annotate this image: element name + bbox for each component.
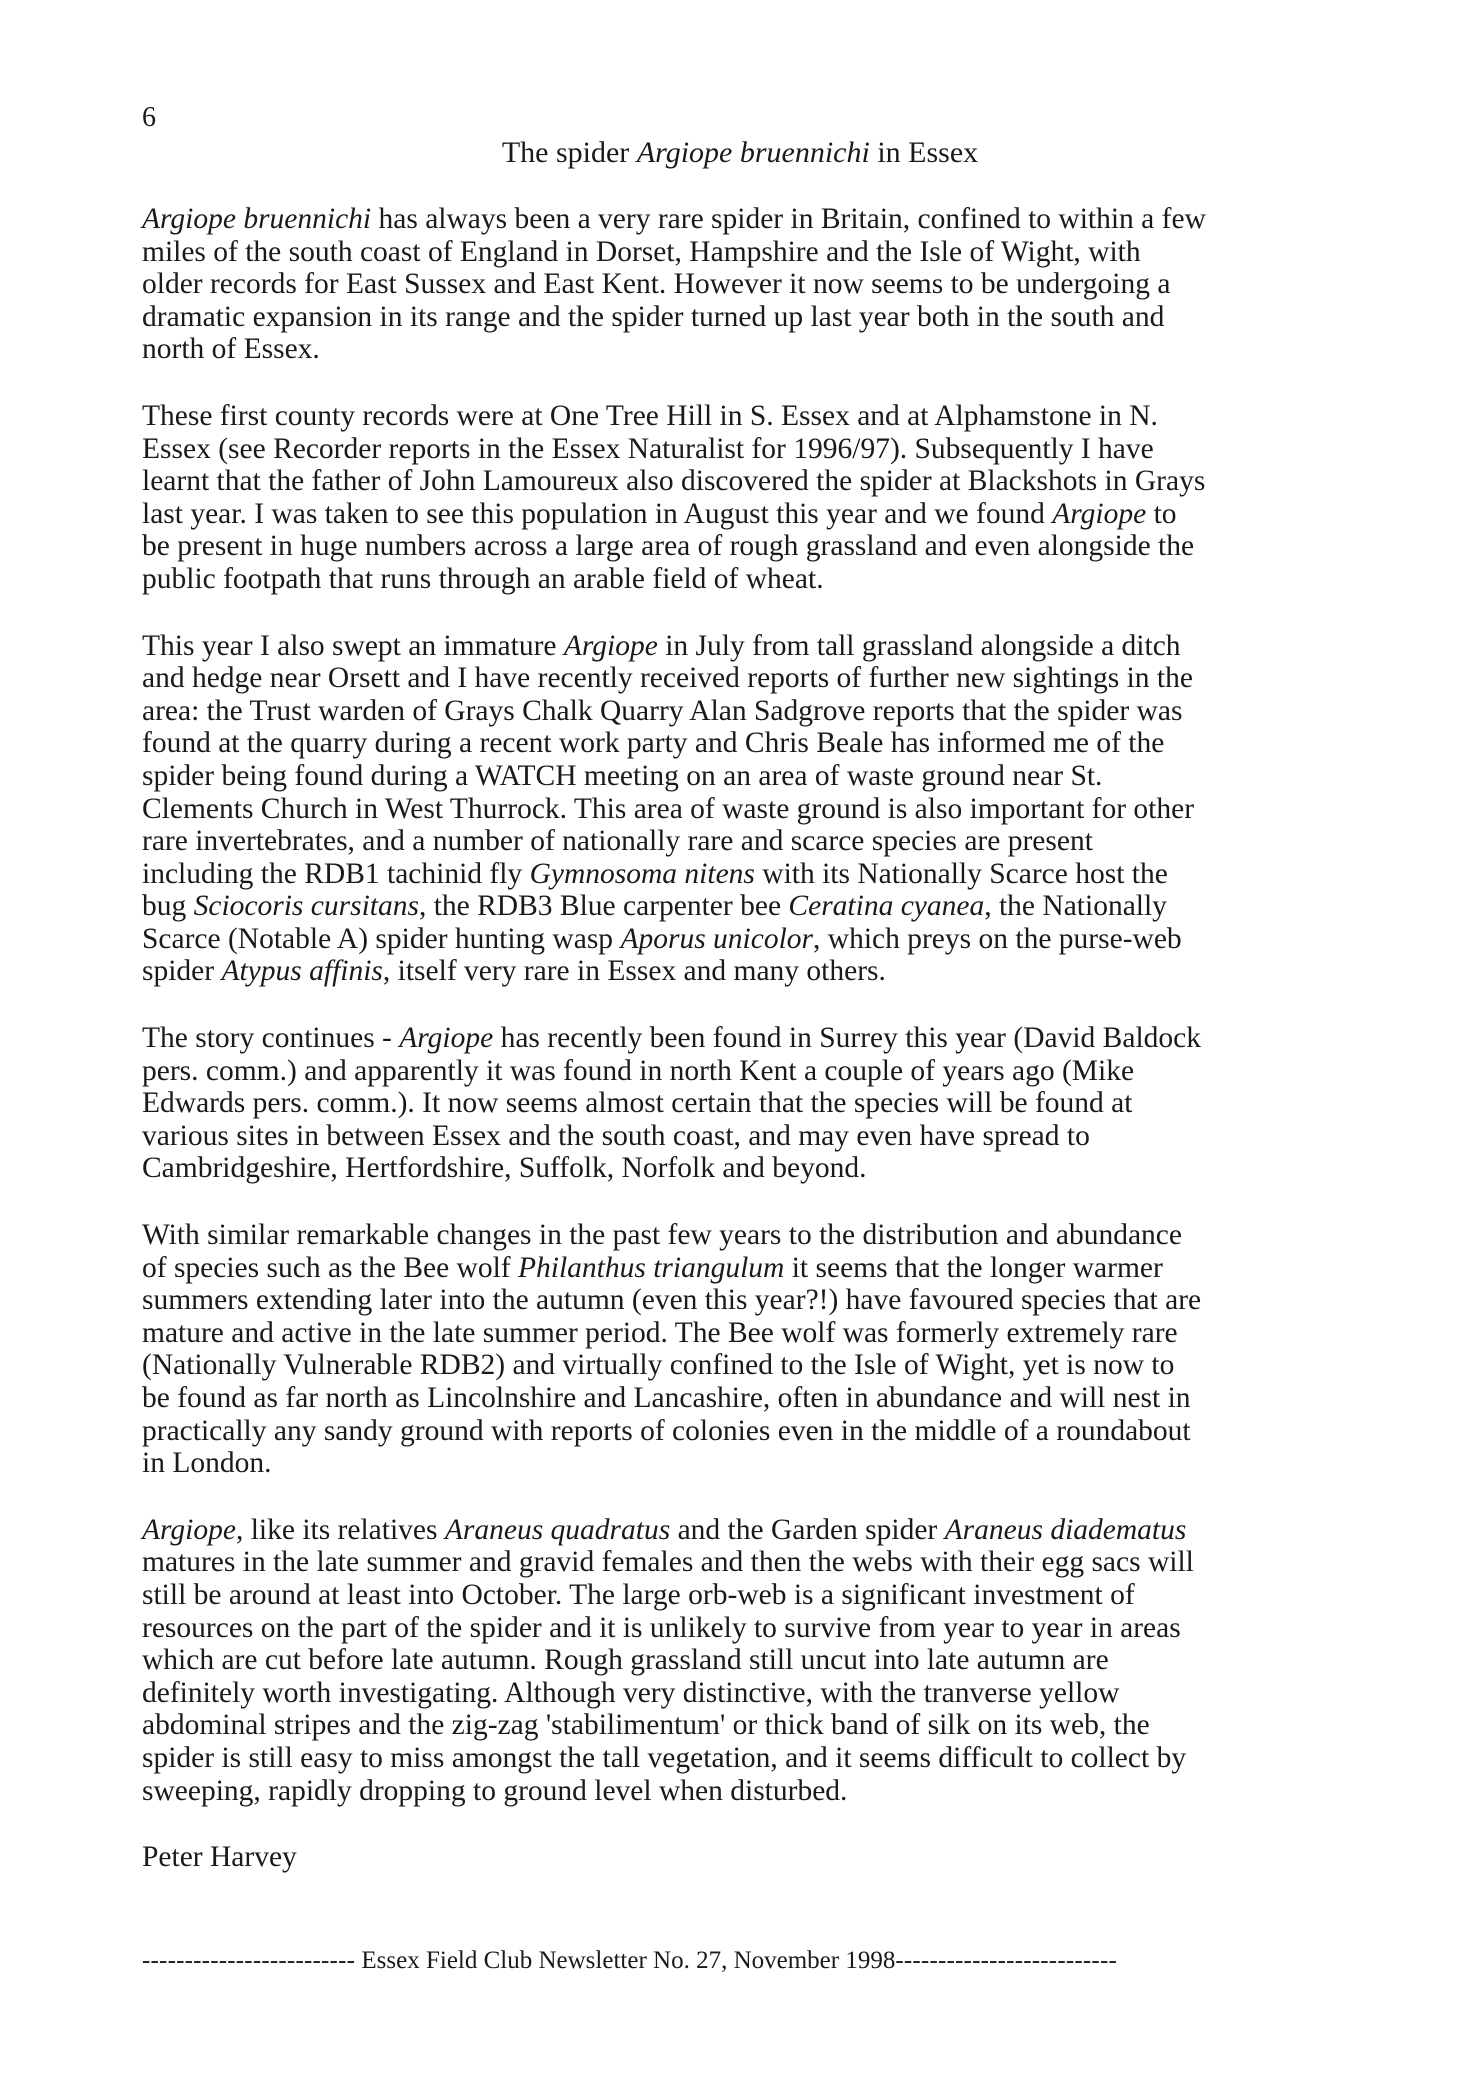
text-line (142, 1120, 1342, 1153)
text-run: to (1146, 497, 1177, 530)
text-run: area: the Trust warden of Grays Chalk Quarry Alan Sadgrove reports that the spider was (142, 694, 1183, 727)
text-line (142, 1317, 1342, 1350)
species-name: Argiope bruennichi (142, 203, 372, 235)
title-prefix: The spider (501, 136, 637, 169)
text-run: resources on the part of the spider and it is unlikely to survive from year to year in areas (142, 1611, 1181, 1644)
text-line (142, 1579, 1342, 1612)
text-line (142, 400, 1342, 433)
text-run: which are cut before late autumn. Rough grassland still uncut into late autumn are (142, 1644, 1109, 1677)
text-run: of species such as the Bee wolf (142, 1251, 519, 1284)
text-line (142, 1087, 1342, 1120)
text-line (142, 1415, 1342, 1448)
footer-right-rule: -------------------------- (895, 1947, 1117, 1974)
text-run: has always been a very rare spider in Britain, confined to within a few (371, 203, 1206, 235)
text-run: sweeping, rapidly dropping to ground level when disturbed. (142, 1774, 848, 1807)
text-run: still be around at least into October. The large orb-web is a significant investment of (142, 1578, 1135, 1611)
text-line (142, 1055, 1342, 1088)
article-body (142, 203, 1342, 1874)
text-run: Edwards pers. comm.). It now seems almost certain that the species will be found at (142, 1087, 1133, 1120)
text-line (142, 1546, 1342, 1579)
paragraph (142, 1022, 1342, 1185)
text-line (142, 858, 1342, 891)
text-run: be found as far north as Lincolnshire and Lancashire, often in abundance and will nest in (142, 1382, 1191, 1414)
text-run: mature and active in the late summer period. The Bee wolf was formerly extremely rare (142, 1316, 1178, 1349)
text-run: The story continues - (142, 1022, 400, 1055)
species-name: Ceratina cyanea (788, 890, 985, 923)
text-run: With similar remarkable changes in the past few years to the distribution and abundance (142, 1219, 1182, 1252)
text-line (142, 1514, 1342, 1547)
text-run: Clements Church in West Thurrock. This area of waste ground is also important for other (142, 792, 1195, 825)
text-run: (Nationally Vulnerable RDB2) and virtually confined to the Isle of Wight, yet is now to (142, 1349, 1175, 1382)
species-name: Gymnosoma nitens (529, 857, 755, 890)
text-line (142, 1284, 1342, 1317)
species-name: Sciocoris cursitans (193, 890, 419, 923)
text-line (142, 1644, 1342, 1677)
text-line (142, 465, 1342, 498)
species-name: Argiope (399, 1022, 494, 1055)
footer-left-rule: ------------------------- (142, 1947, 356, 1974)
text-line (142, 498, 1342, 531)
text-run: abdominal stripes and the zig-zag 'stabilimentum' or thick band of silk on its web, the (142, 1709, 1150, 1742)
text-run: and the Garden spider (670, 1513, 945, 1546)
species-name: Argiope (1052, 497, 1147, 530)
text-run: in London. (142, 1447, 272, 1480)
species-name: Argiope (563, 629, 658, 662)
text-run: miles of the south coast of England in Dorset, Hampshire and the Isle of Wight, with (142, 235, 1141, 268)
text-line (142, 1252, 1342, 1285)
text-line (142, 890, 1342, 923)
text-line (142, 1677, 1342, 1710)
species-name: Aporus unicolor (620, 922, 814, 955)
text-run: matures in the late summer and gravid females and then the webs with their egg sacs will (142, 1546, 1194, 1579)
text-line (142, 793, 1342, 826)
text-run: rare invertebrates, and a number of nationally rare and scarce species are present (142, 825, 1093, 858)
text-run: , which preys on the purse-web (813, 922, 1182, 955)
text-line (142, 1152, 1342, 1185)
text-run: This year I also swept an immature (142, 629, 564, 662)
text-run: , the Nationally (984, 890, 1167, 923)
text-line (142, 662, 1342, 695)
text-line (142, 433, 1342, 466)
paragraph (142, 1219, 1342, 1480)
text-run: These first county records were at One Tree Hill in S. Essex and at Alphamstone in N. (142, 399, 1158, 432)
text-line (142, 955, 1342, 988)
text-line (142, 923, 1342, 956)
text-run: older records for East Sussex and East Kent. However it now seems to be undergoing a (142, 268, 1171, 301)
text-line (142, 1447, 1342, 1480)
paragraph (142, 203, 1342, 366)
text-run: including the RDB1 tachinid fly (142, 857, 530, 890)
species-name: Araneus diadematus (944, 1513, 1187, 1546)
text-run: various sites in between Essex and the south coast, and may even have spread to (142, 1119, 1090, 1152)
text-line (142, 760, 1342, 793)
title-suffix: in Essex (869, 136, 979, 169)
text-line (142, 1775, 1342, 1808)
text-run: public footpath that runs through an arable field of wheat. (142, 562, 824, 595)
text-run: learnt that the father of John Lamoureux also discovered the spider at Blackshots in Grays (142, 465, 1206, 498)
text-line (142, 825, 1342, 858)
text-run: spider being found during a WATCH meeting on an area of waste ground near St. (142, 759, 1103, 792)
text-run: , itself very rare in Essex and many others. (382, 955, 886, 988)
text-line (142, 1382, 1342, 1415)
text-run: pers. comm.) and apparently it was found in north Kent a couple of years ago (Mike (142, 1054, 1135, 1087)
species-name: Argiope (142, 1513, 236, 1546)
text-run: north of Essex. (142, 333, 320, 366)
text-run: definitely worth investigating. Although very distinctive, with the tranverse yellow (142, 1676, 1120, 1709)
text-run: bug (142, 890, 194, 923)
text-run: found at the quarry during a recent work party and Chris Beale has informed me of the (142, 727, 1165, 760)
text-line (142, 630, 1342, 663)
species-name: Araneus quadratus (444, 1513, 671, 1546)
paragraph (142, 1514, 1342, 1807)
text-run: summers extending later into the autumn (even this year?!) have favoured species that are (142, 1284, 1202, 1317)
text-line (142, 1612, 1342, 1645)
text-line (142, 727, 1342, 760)
text-line (142, 203, 1342, 236)
text-run: spider is still easy to miss amongst the tall vegetation, and it seems difficult to collect by (142, 1741, 1187, 1774)
text-line (142, 530, 1342, 563)
paragraphs (142, 203, 1342, 1807)
newsletter-footer (142, 1948, 1342, 1973)
species-name: Philanthus triangulum (518, 1251, 785, 1284)
text-line (142, 236, 1342, 269)
text-run: Scarce (Notable A) spider hunting wasp (142, 922, 621, 955)
text-run: and hedge near Orsett and I have recently received reports of further new sightings in the (142, 662, 1193, 695)
text-run: last year. I was taken to see this population in August this year and we found (142, 497, 1053, 530)
text-line (142, 1742, 1342, 1775)
text-run: dramatic expansion in its range and the spider turned up last year both in the south and (142, 300, 1165, 333)
paragraph (142, 630, 1342, 989)
page-number: 6 (142, 102, 156, 133)
text-run: Cambridgeshire, Hertfordshire, Suffolk, Norfolk and beyond. (142, 1152, 867, 1185)
text-run: it seems that the longer warmer (784, 1251, 1163, 1284)
paragraph (142, 400, 1342, 596)
text-run: with its Nationally Scarce host the (754, 857, 1168, 890)
footer-text: Essex Field Club Newsletter No. 27, November 1998 (355, 1947, 896, 1974)
text-run: in July from tall grassland alongside a ditch (657, 629, 1181, 662)
text-line (142, 563, 1342, 596)
text-run: be present in huge numbers across a large area of rough grassland and even alongside the (142, 530, 1195, 563)
text-run: practically any sandy ground with reports of colonies even in the middle of a roundabout (142, 1414, 1191, 1447)
text-line (142, 301, 1342, 334)
text-run: , the RDB3 Blue carpenter bee (418, 890, 789, 923)
text-line (142, 1349, 1342, 1382)
article-title (0, 138, 1480, 168)
text-run: , like its relatives (235, 1513, 445, 1546)
text-line (142, 1219, 1342, 1252)
author-signature: Peter Harvey (142, 1841, 297, 1874)
text-run: Essex (see Recorder reports in the Essex Naturalist for 1996/97). Subsequently I have (142, 432, 1154, 465)
text-line (142, 333, 1342, 366)
text-line (142, 695, 1342, 728)
species-name: Atypus affinis (221, 955, 383, 988)
text-line (142, 1709, 1342, 1742)
text-line (142, 1022, 1342, 1055)
text-line (142, 268, 1342, 301)
title-species: Argiope bruennichi (636, 136, 870, 169)
text-run: spider (142, 955, 222, 988)
text-run: has recently been found in Surrey this year (David Baldock (493, 1022, 1201, 1055)
